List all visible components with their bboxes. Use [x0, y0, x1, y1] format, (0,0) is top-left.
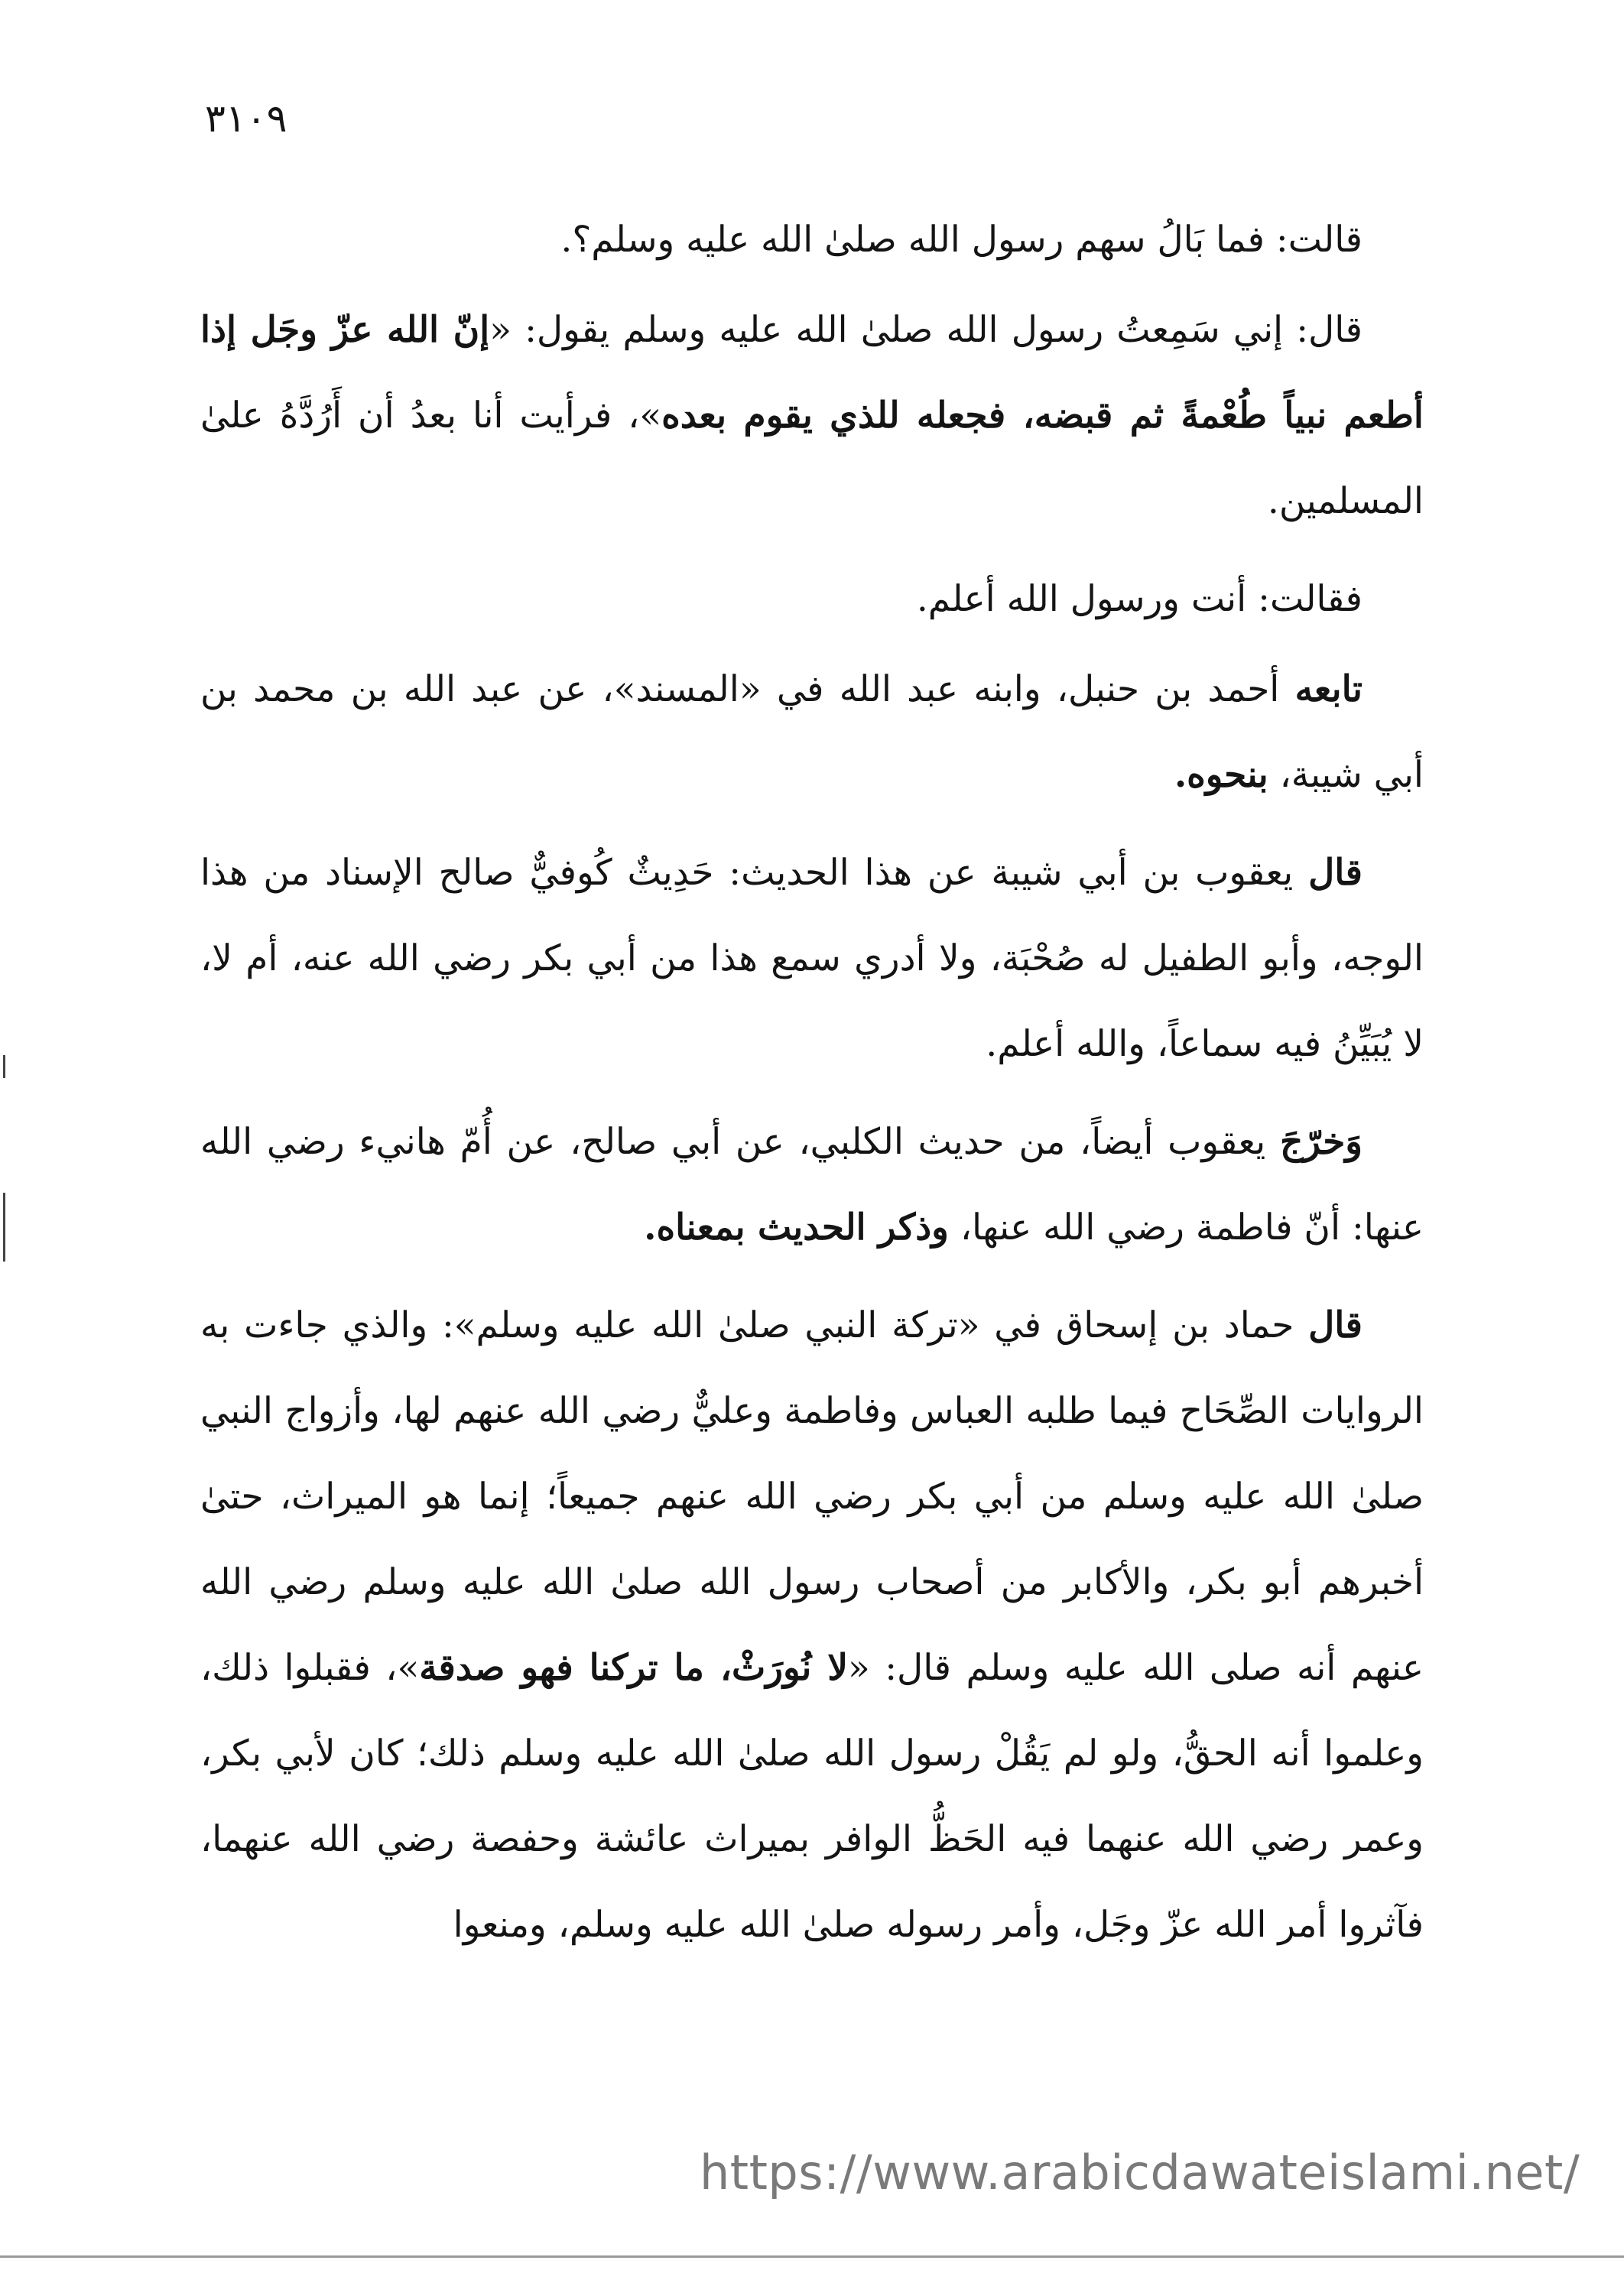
- text-segment: يعقوب أيضاً، من حديث الكلبي، عن أبي صالح، عن أُمّ هانيء رضي الله عنها: أنّ فاطمة رضي الله عنها،: [200, 1121, 1424, 1249]
- text-segment: فقالت: أنت ورسول الله أعلم.: [916, 578, 1363, 620]
- paragraph: [200, 1099, 1424, 1271]
- edge-mark: [3, 1193, 5, 1262]
- bold-text: لا نُورَثْ، ما تركنا فهو صدقة: [419, 1647, 848, 1689]
- text-segment: حماد بن إسحاق في «تركة النبي صلىٰ الله عليه وسلم»: والذي جاءت به الروايات الصِّحَاح فيما طلبه العباس وفاطمة وعليٌّ رضي الله عنهم لها، وأزواج النبي صلىٰ الله عليه وسلم من أبي بكر رضي الله عنهم جميعاً؛ إنما هو الميراث، حتىٰ أخبرهم أبو بكر، والأكابر من أصحاب رسول الله صلىٰ الله عليه وسلم رضي الله عنهم أنه صلى الله عليه وسلم قال: «: [200, 1304, 1424, 1689]
- bold-text: إنّ الله عزّ وجَل إذا أطعم نبياً طُعْمةً ثم قبضه، فجعله للذي يقوم بعده: [200, 309, 1424, 437]
- paragraph: [200, 830, 1424, 1087]
- text-segment: »، فرأيت أنا بعدُ أن أَرُدَّهُ علىٰ المسلمين.: [200, 395, 1424, 522]
- text-segment: قالت: فما بَالُ سهم رسول الله صلىٰ الله عليه وسلم؟.: [560, 219, 1363, 261]
- paragraph: [200, 557, 1424, 642]
- bold-text: وَخرّجَ: [1279, 1121, 1363, 1163]
- paragraph: [200, 647, 1424, 818]
- edge-mark: [3, 1055, 5, 1078]
- watermark-url: https://www.arabicdawateislami.net/: [700, 2145, 1580, 2200]
- text-segment: يعقوب بن أبي شيبة عن هذا الحديث: حَدِيثٌ كُوفيٌّ صالح الإسناد من هذا الوجه، وأبو الطفيل له صُحْبَة، ولا أدري سمع هذا من أبي بكر رضي الله عنه، أم لا، لا يُبَيِّنُ فيه سماعاً، والله أعلم.: [200, 852, 1424, 1065]
- paragraph: [200, 197, 1424, 283]
- text-segment: قال: إني سَمِعتُ رسول الله صلىٰ الله عليه وسلم يقول: «: [489, 309, 1363, 351]
- body-text: [200, 197, 1424, 1980]
- page-number: ٣١٠٩: [205, 96, 287, 141]
- text-segment: أحمد بن حنبل، وابنه عبد الله في «المسند»، عن عبد الله بن محمد بن أبي شيبة،: [200, 668, 1424, 796]
- text-segment: »، فقبلوا ذلك، وعلموا أنه الحقُّ، ولو لم يَقُلْ رسول الله صلىٰ الله عليه وسلم ذلك؛ كان لأبي بكر، وعمر رضي الله عنهما فيه الحَظُّ الوافر بميراث عائشة وحفصة رضي الله عنهما، فآثروا أمر الله عزّ وجَل، وأمر رسوله صلىٰ الله عليه وسلم، ومنعوا: [200, 1647, 1424, 1946]
- paragraph: [200, 1283, 1424, 1968]
- bold-text: وذكر الحديث بمعناه.: [644, 1206, 949, 1249]
- bold-text: تابعه: [1294, 668, 1363, 710]
- paragraph: [200, 287, 1424, 544]
- bold-text: قال: [1308, 1304, 1363, 1346]
- bold-text: بنحوه.: [1174, 754, 1268, 796]
- bottom-rule: [0, 2255, 1624, 2258]
- bold-text: قال: [1308, 852, 1363, 894]
